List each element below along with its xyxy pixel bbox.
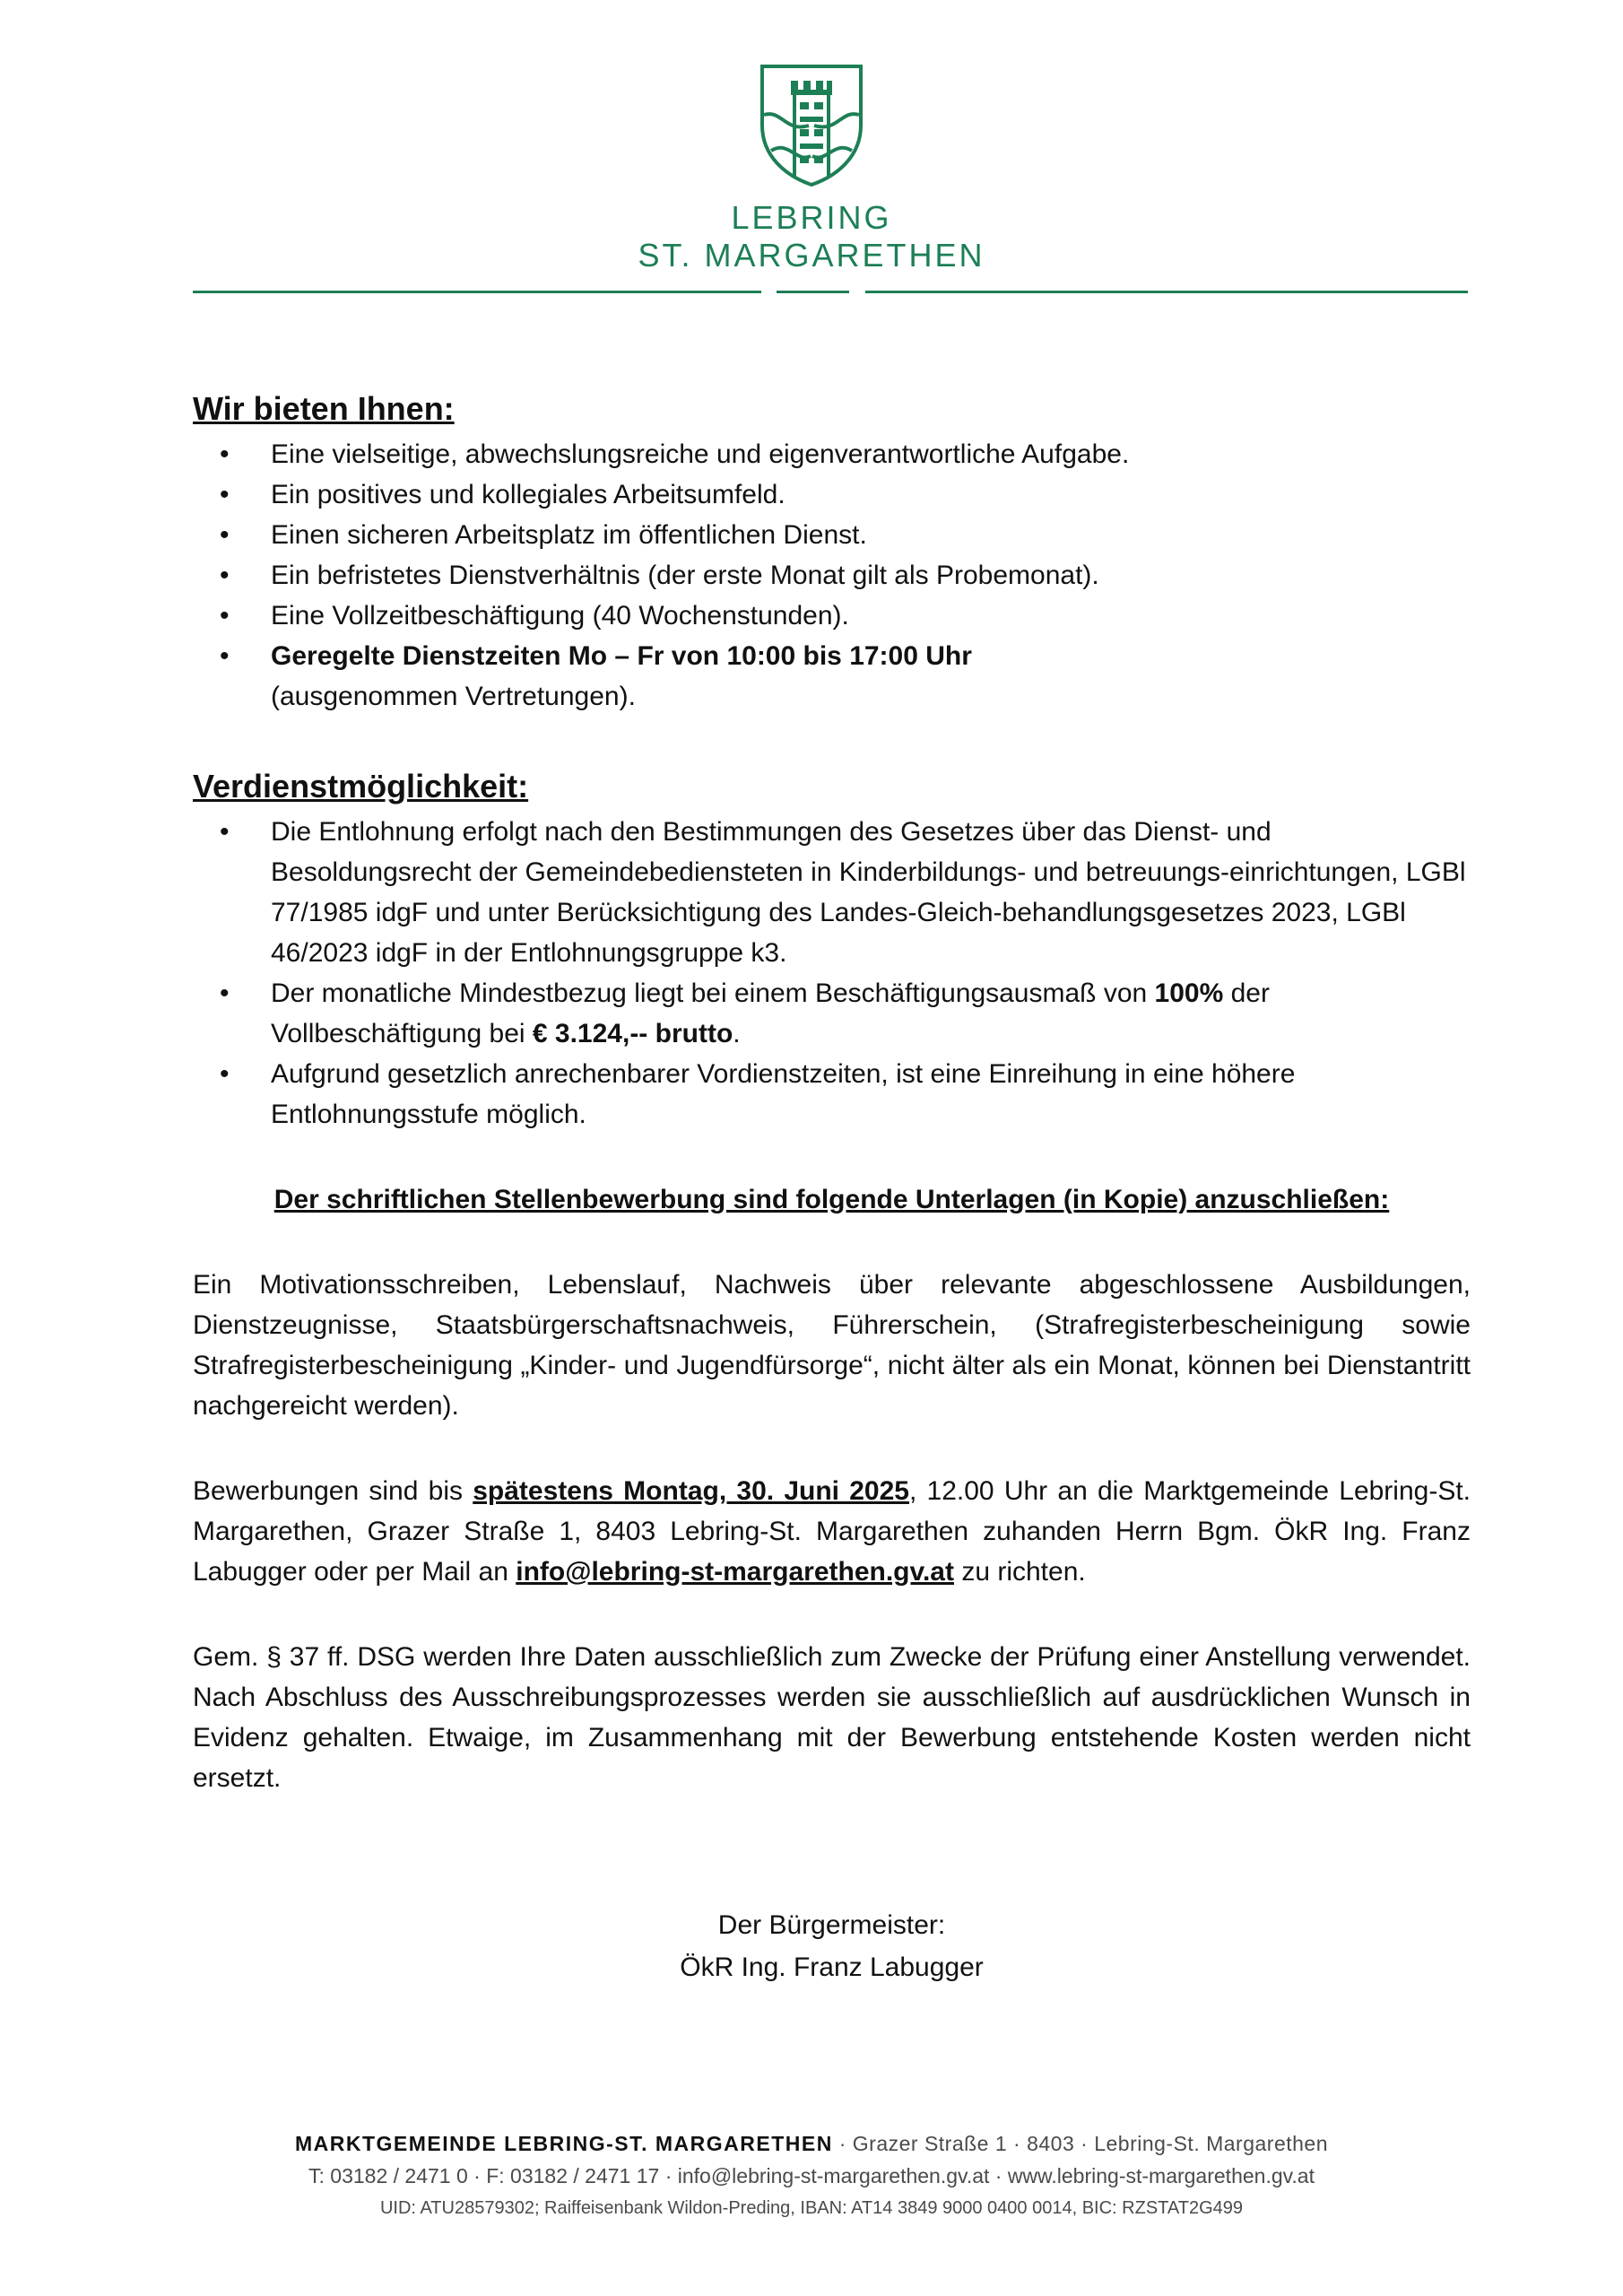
salary-text: der Vollbeschäftigung bei [271,978,1270,1048]
list-item: • Eine Vollzeitbeschäftigung (40 Wochenstunden). [193,596,1471,636]
earnings-heading: Verdienstmöglichkeit: [193,768,529,804]
working-hours-bold: Geregelte Dienstzeiten Mo – Fr von 10:00 bis 17:00 Uhr [271,641,972,671]
working-hours-note: (ausgenommen Vertretungen). [271,682,636,711]
brand-name-line1: LEBRING [731,199,892,236]
list-item: • Eine vielseitige, abwechslungsreiche und eigenverantwortliche Aufgabe. [193,434,1471,474]
documents-heading: Der schriftlichen Stellenbewerbung sind folgende Unterlagen (in Kopie) anzuschließen: [273,1185,1390,1214]
offer-list [193,434,1471,717]
offer-heading: Wir bieten Ihnen: [193,390,455,427]
salary-text: . [733,1019,741,1048]
signature-role: Der Bürgermeister: [717,1910,946,1940]
privacy-notice: Gem. § 37 ff. DSG werden Ihre Daten ausschließlich zum Zwecke der Prüfung einer Anstellung verwendet. Nach Abschluss des Ausschreibungsprozesses werden sie ausschließlich auf ausdrücklichen Wunsch in Evidenz gehalten. Etwaige, im Zusammenhang mit der Bewerbung entstehende Kosten werden nicht ersetzt. [193,1642,1471,1793]
footer-org: MARKTGEMEINDE LEBRING-ST. MARGARETHEN [294,2132,833,2155]
earnings-list [193,812,1471,1135]
document-body [193,384,1471,1988]
footer-bank: UID: ATU28579302; Raiffeisenbank Wildon-Preding, IBAN: AT14 3849 9000 0400 0014, BIC: RZSTAT2G499 [379,2198,1244,2218]
page-footer [0,2127,1623,2224]
header-divider-left [193,291,761,293]
salary-text: Der monatliche Mindestbezug liegt bei einem Beschäftigungsausmaß von [271,978,1155,1008]
application-paragraph [193,1471,1471,1592]
footer-address-line [0,2127,1623,2160]
application-text: , 12.00 Uhr an die Marktgemeinde Lebring-St. Margarethen, Grazer Straße 1, 8403 Lebring-St. Margarethen zuhanden Herrn Bgm. ÖkR Ing. Franz Labugger oder per Mail an [193,1476,1471,1587]
brand-name-line2: ST. MARGARETHEN [638,237,985,274]
salary-amount: € 3.124,-- brutto [532,1019,733,1048]
footer-address: · Grazer Straße 1 · 8403 · Lebring-St. Margarethen [832,2132,1329,2155]
list-item: • Ein befristetes Dienstverhältnis (der erste Monat gilt als Probemonat). [193,555,1471,596]
list-item: • Die Entlohnung erfolgt nach den Bestimmungen des Gesetzes über das Dienst- und Besoldungsrecht der Gemeindebediensteten in Kinderbildungs- und betreuungs-einrichtungen, LGBl 77/1985 idgF und unter Berücksichtigung des Landes-Gleich-behandlungsgesetzes 2023, LGBl 46/2023 idgF in der Entlohnungsgruppe k3. [193,812,1471,973]
employment-percentage: 100% [1154,978,1224,1008]
header-divider-right [865,291,1468,293]
signature-name: ÖkR Ing. Franz Labugger [680,1952,984,1982]
documents-text: Ein Motivationsschreiben, Lebenslauf, Nachweis über relevante abgeschlossene Ausbildungen, Dienstzeugnisse, Staatsbürgerschaftsnachweis, Führerschein, (Strafregisterbescheinigung sowie Strafregisterbescheinigung „Kinder- und Jugendfürsorge“, nicht älter als ein Monat, können bei Dienstantritt nachgereicht werden). [193,1270,1471,1421]
signature-block [193,1904,1471,1988]
list-item: • Aufgrund gesetzlich anrechenbarer Vordienstzeiten, ist eine Einreihung in eine höhere Entlohnungsstufe möglich. [193,1054,1471,1135]
list-item-working-hours [193,636,1471,717]
header-divider-middle [777,291,849,293]
list-item-salary [193,973,1471,1054]
municipality-crest-logo [759,63,864,188]
application-text: zu richten. [953,1557,1086,1587]
application-deadline: spätestens Montag, 30. Juni 2025 [473,1476,909,1506]
application-text: Bewerbungen sind bis [193,1476,473,1506]
list-item: • Ein positives und kollegiales Arbeitsumfeld. [193,474,1471,515]
list-item: • Einen sicheren Arbeitsplatz im öffentlichen Dienst. [193,515,1471,555]
footer-contact: T: 03182 / 2471 0 · F: 03182 / 2471 17 · info@lebring-st-margarethen.gv.at · www.lebring-st-margarethen.gv.at [308,2164,1315,2187]
application-email-link[interactable]: info@lebring-st-margarethen.gv.at [516,1557,954,1587]
